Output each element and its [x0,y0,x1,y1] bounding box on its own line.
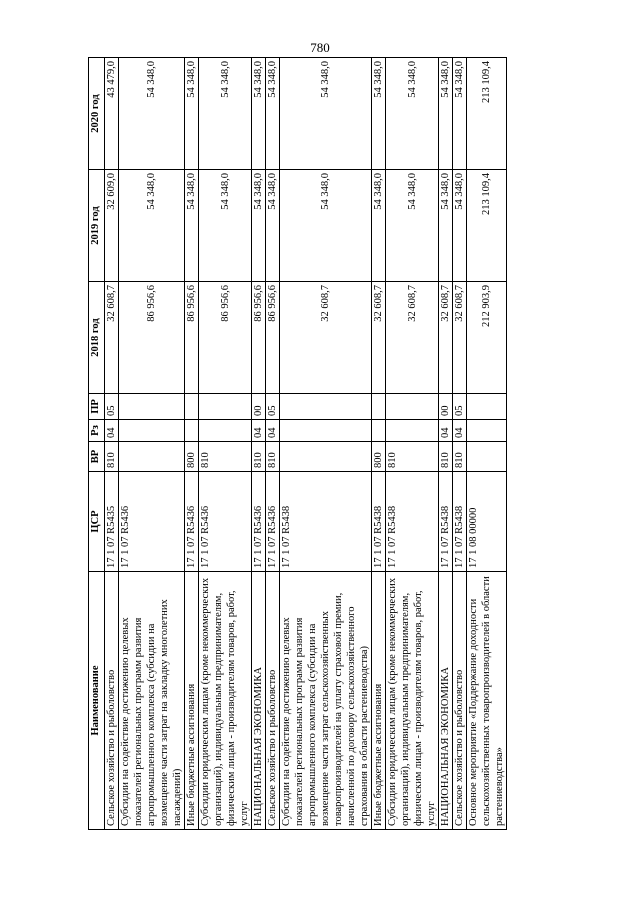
cell-2020: 54 348,0 [199,58,252,170]
header-csr: ЦСР [89,472,105,572]
cell-2020: 54 348,0 [386,58,439,170]
cell-rz: 04 [266,420,280,442]
cell-csr: 17 1 07 R5435 [105,472,119,572]
cell-pr: 00 [252,394,266,420]
cell-csr: 17 1 07 R5436 [252,472,266,572]
cell-2019: 54 348,0 [453,170,467,282]
cell-2018: 86 956,6 [119,282,185,394]
cell-2019: 54 348,0 [372,170,386,282]
cell-csr: 17 1 07 R5438 [439,472,453,572]
cell-csr: 17 1 07 R5438 [386,472,439,572]
cell-2019: 54 348,0 [119,170,185,282]
cell-2019: 32 609,0 [105,170,119,282]
cell-csr: 17 1 07 R5438 [453,472,467,572]
cell-name: Субсидии юридическим лицам (кроме некоммерческих организаций), индивидуальным предпринимателям, физическим лицам - производителям товаров, работ, услуг [199,572,252,830]
table-row [439,58,453,830]
table-row [199,58,252,830]
cell-rz [386,420,439,442]
cell-2020: 54 348,0 [119,58,185,170]
cell-name: Сельское хозяйство и рыболовство [266,572,280,830]
cell-rz [185,420,199,442]
cell-2018: 86 956,6 [266,282,280,394]
cell-rz [372,420,386,442]
cell-2018: 32 608,7 [280,282,372,394]
table-header-row [89,58,105,830]
cell-2018: 32 608,7 [439,282,453,394]
cell-2018: 32 608,7 [453,282,467,394]
header-2020: 2020 год [89,58,105,170]
cell-2019: 54 348,0 [185,170,199,282]
cell-vr: 810 [386,442,439,472]
header-2018: 2018 год [89,282,105,394]
cell-pr: 05 [266,394,280,420]
cell-2020: 54 348,0 [372,58,386,170]
cell-vr: 810 [252,442,266,472]
cell-rz [199,420,252,442]
table-row [266,58,280,830]
table-row [280,58,372,830]
cell-pr [280,394,372,420]
page-number: 780 [310,40,330,55]
cell-vr: 800 [372,442,386,472]
cell-csr: 17 1 07 R5436 [199,472,252,572]
header-pr: ПР [89,394,105,420]
cell-pr: 00 [439,394,453,420]
cell-pr [119,394,185,420]
cell-pr [199,394,252,420]
table-row [467,58,507,830]
cell-rz [280,420,372,442]
cell-name: Иные бюджетные ассигнования [372,572,386,830]
cell-2020: 54 348,0 [439,58,453,170]
cell-rz [467,420,507,442]
cell-2020: 54 348,0 [453,58,467,170]
cell-name: Сельское хозяйство и рыболовство [453,572,467,830]
cell-pr: 05 [105,394,119,420]
cell-2019: 54 348,0 [280,170,372,282]
cell-2018: 32 608,7 [386,282,439,394]
cell-2019: 213 109,4 [467,170,507,282]
header-name: Наименование [89,572,105,830]
cell-pr [386,394,439,420]
header-rz: Рз [89,420,105,442]
cell-vr [119,442,185,472]
table-row [185,58,199,830]
cell-csr: 17 1 07 R5438 [280,472,372,572]
cell-vr: 800 [185,442,199,472]
cell-vr: 810 [199,442,252,472]
cell-2020: 54 348,0 [266,58,280,170]
cell-2019: 54 348,0 [252,170,266,282]
cell-pr [372,394,386,420]
table-row [252,58,266,830]
cell-2018: 32 608,7 [105,282,119,394]
cell-vr: 810 [439,442,453,472]
table-row [386,58,439,830]
cell-rz [119,420,185,442]
table-row [105,58,119,830]
cell-2019: 54 348,0 [386,170,439,282]
cell-csr: 17 1 08 00000 [467,472,507,572]
cell-2020: 54 348,0 [185,58,199,170]
rotated-table-container [88,58,552,830]
cell-vr: 810 [105,442,119,472]
cell-rz: 04 [453,420,467,442]
cell-rz: 04 [439,420,453,442]
cell-rz: 04 [252,420,266,442]
cell-name: Основное мероприятие «Поддержание доходности сельскохозяйственных товаропроизводителей в области растениеводства» [467,572,507,830]
cell-2018: 86 956,6 [185,282,199,394]
budget-table [88,57,507,830]
cell-name: Сельское хозяйство и рыболовство [105,572,119,830]
cell-pr [467,394,507,420]
cell-csr: 17 1 07 R5436 [185,472,199,572]
table-row [453,58,467,830]
cell-pr: 05 [453,394,467,420]
cell-name: Субсидии юридическим лицам (кроме некоммерческих организаций), индивидуальным предпринимателям, физическим лицам - производителям товаров, работ, услуг [386,572,439,830]
cell-2018: 32 608,7 [372,282,386,394]
cell-csr: 17 1 07 R5436 [119,472,185,572]
cell-2019: 54 348,0 [266,170,280,282]
cell-name: Иные бюджетные ассигнования [185,572,199,830]
cell-name: НАЦИОНАЛЬНАЯ ЭКОНОМИКА [439,572,453,830]
cell-vr [280,442,372,472]
cell-csr: 17 1 07 R5436 [266,472,280,572]
table-row [119,58,185,830]
cell-name: Субсидии на содействие достижению целевых показателей региональных программ развития агропромышленного комплекса (субсидии на возмещение части затрат сельскохозяйственных товаропроизводителей на уплату страховой премии, начисленной по договору сельскохозяйственного страхования в области растениеводства) [280,572,372,830]
cell-vr: 810 [266,442,280,472]
cell-2018: 86 956,6 [252,282,266,394]
cell-2020: 54 348,0 [252,58,266,170]
table-row [372,58,386,830]
cell-name: Субсидии на содействие достижению целевых показателей региональных программ развития агропромышленного комплекса (субсидии на возмещение части затрат на закладку многолетних насаждений) [119,572,185,830]
cell-2019: 54 348,0 [199,170,252,282]
cell-pr [185,394,199,420]
header-vr: ВР [89,442,105,472]
cell-2019: 54 348,0 [439,170,453,282]
cell-csr: 17 1 07 R5438 [372,472,386,572]
table-body [105,58,507,830]
cell-vr: 810 [453,442,467,472]
cell-2020: 54 348,0 [280,58,372,170]
cell-rz: 04 [105,420,119,442]
cell-vr [467,442,507,472]
cell-2020: 213 109,4 [467,58,507,170]
cell-2018: 212 903,9 [467,282,507,394]
header-2019: 2019 год [89,170,105,282]
cell-2018: 86 956,6 [199,282,252,394]
cell-name: НАЦИОНАЛЬНАЯ ЭКОНОМИКА [252,572,266,830]
cell-2020: 43 479,0 [105,58,119,170]
